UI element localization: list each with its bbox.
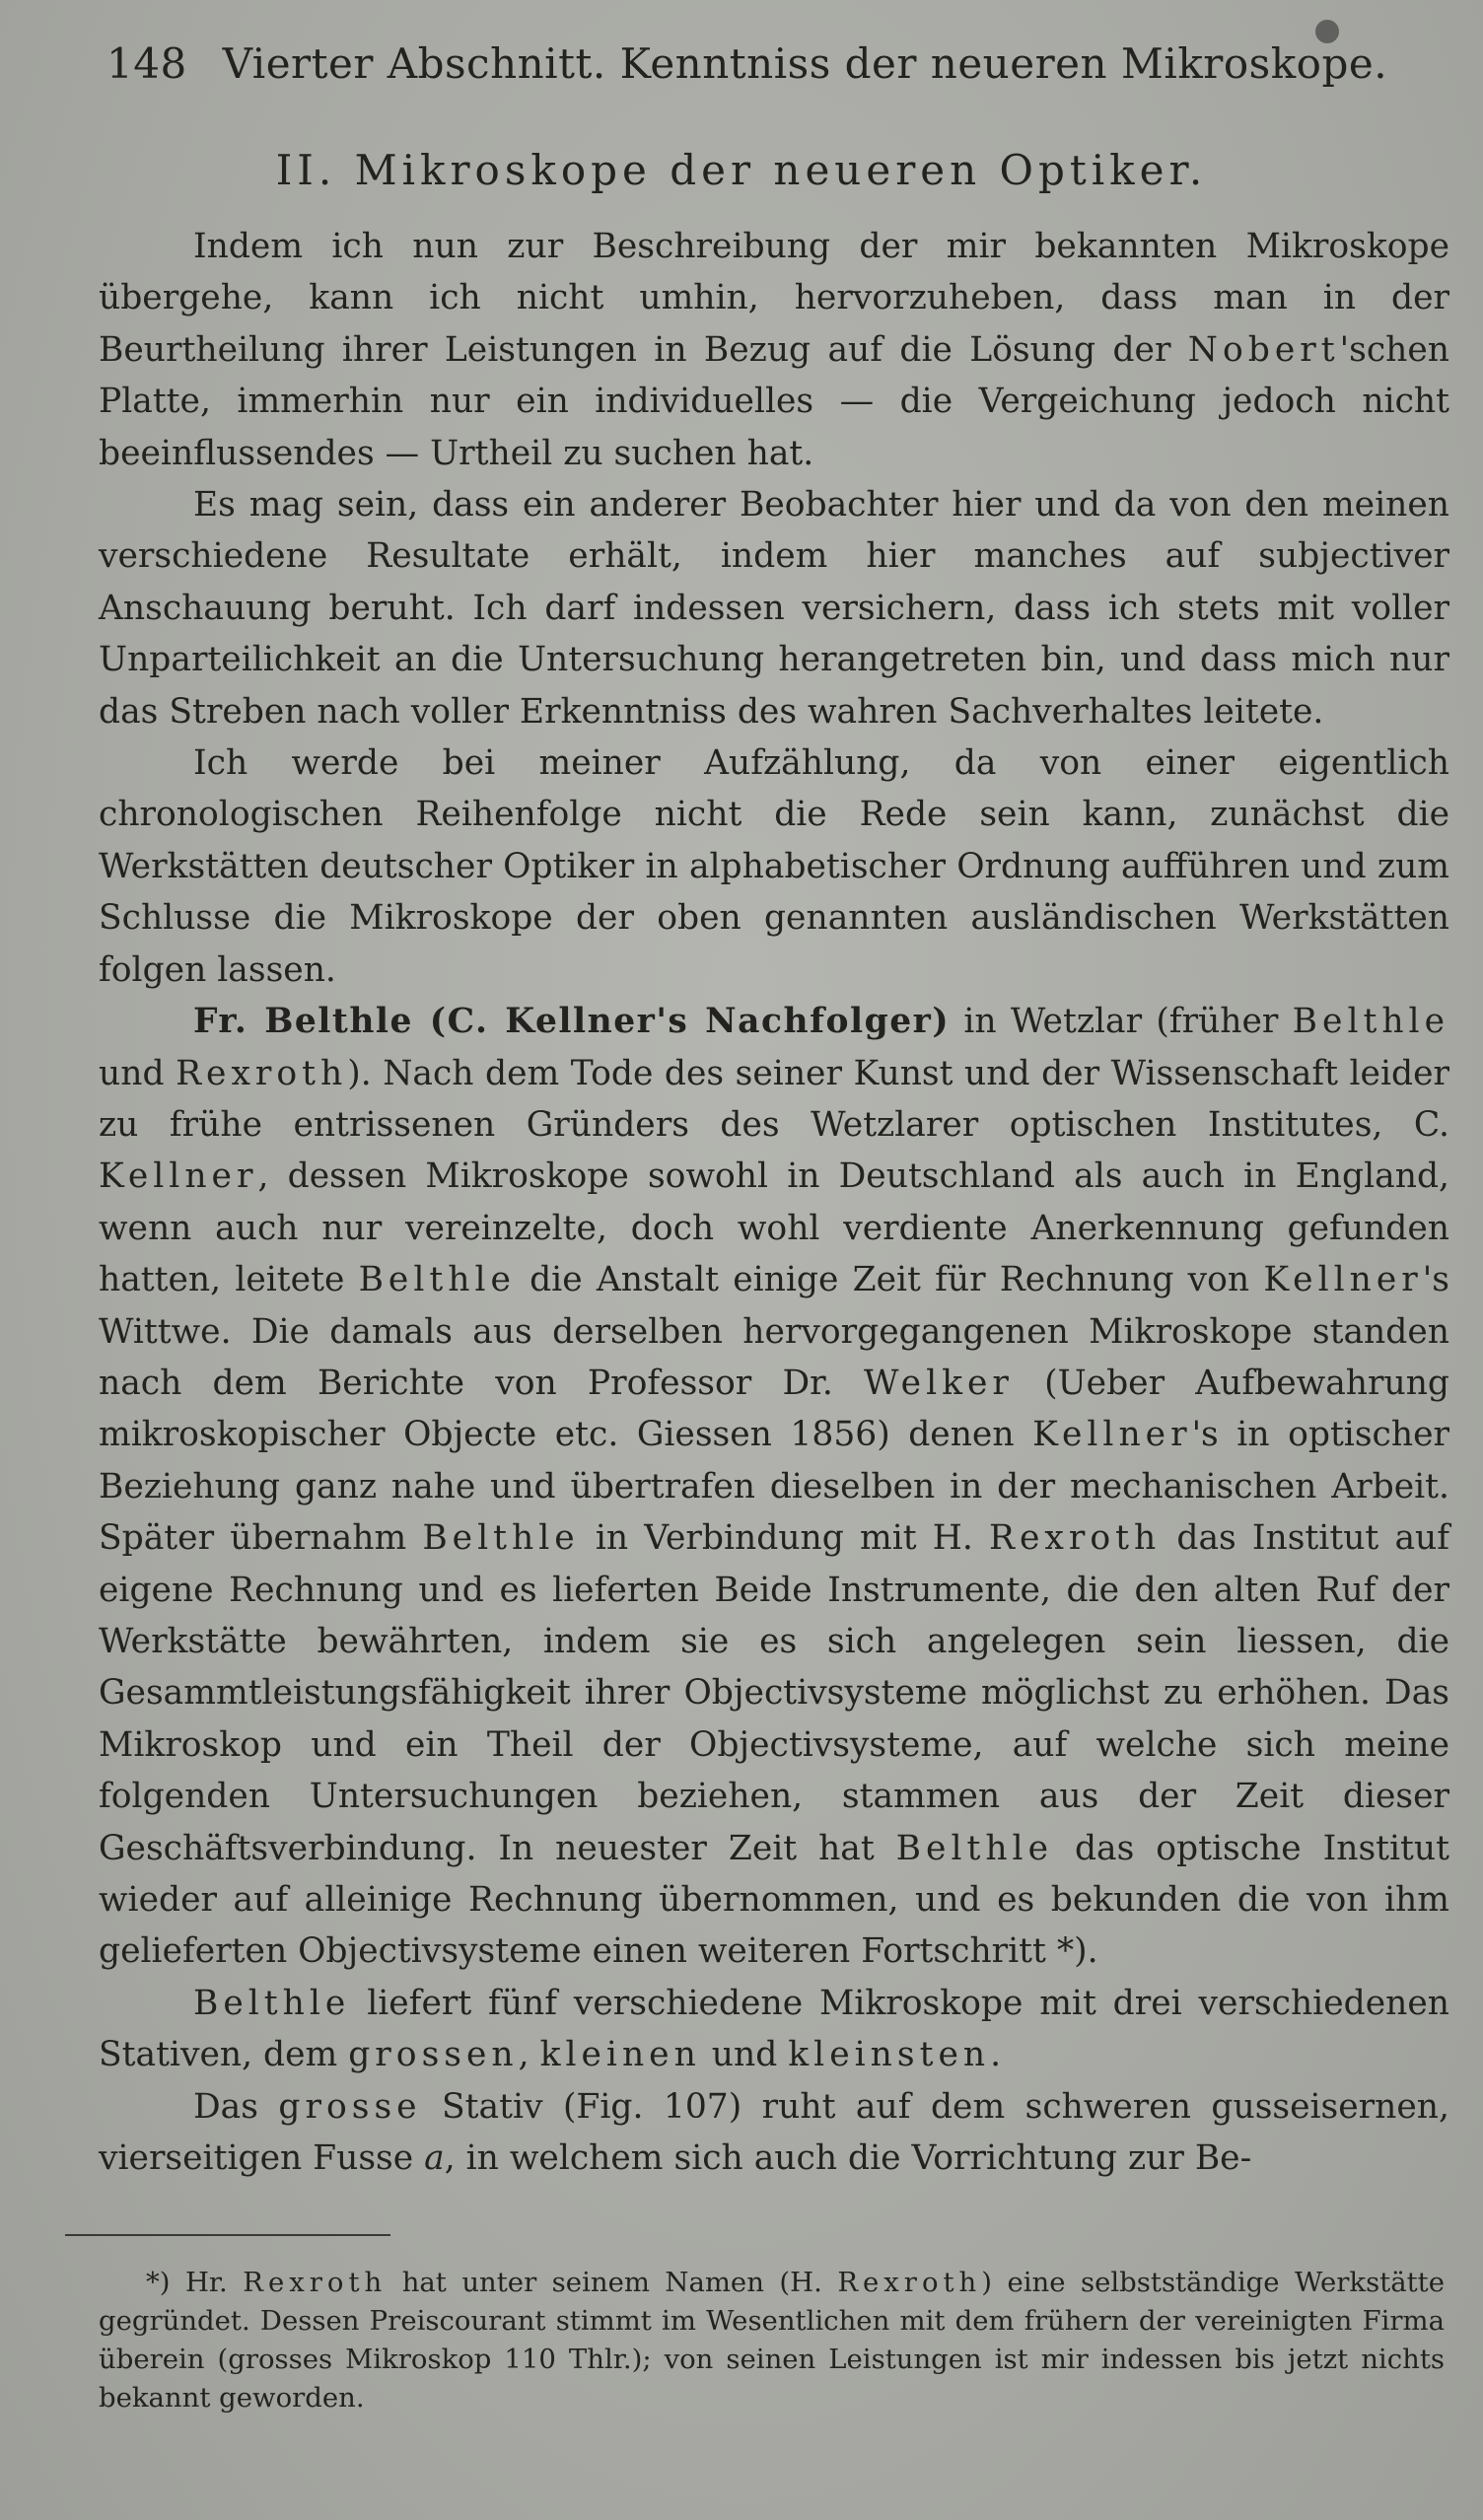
text-run: Das bbox=[193, 2086, 279, 2127]
text-run: ). Nach dem Tode des seiner Kunst und der Wissenschaft leider zu frühe entrissenen Gründers des Wetzlarer optischen Institutes, C. bbox=[99, 1053, 1449, 1145]
text-run: die Anstalt einige Zeit für Rechnung von bbox=[515, 1260, 1264, 1300]
name-nobert: Nobert bbox=[1187, 329, 1340, 370]
text-run: *) Hr. bbox=[146, 2267, 244, 2298]
figure-letter: a bbox=[424, 2138, 445, 2179]
name-rexroth: Rexroth bbox=[176, 1053, 348, 1093]
text-run: und bbox=[99, 1053, 177, 1093]
name-belthle: Belthle bbox=[895, 1828, 1054, 1868]
name-belthle: Belthle bbox=[358, 1260, 516, 1300]
footnote bbox=[99, 2264, 1445, 2417]
text-run: in Wetzlar (früher bbox=[950, 1002, 1293, 1042]
footnote-text bbox=[99, 2264, 1445, 2417]
name-kellner: Kellner bbox=[99, 1156, 258, 1197]
name-rexroth: Rexroth bbox=[837, 2267, 982, 2298]
entry-heading: Fr. Belthle (C. Kellner's Nachfolger) bbox=[193, 1002, 951, 1042]
running-title: Vierter Abschnitt. Kenntniss der neueren Mikroskope. bbox=[222, 39, 1388, 88]
text-run: . bbox=[990, 2035, 1002, 2075]
paragraph-3: Ich werde bei meiner Aufzählung, da von einer eigentlich chronologischen Reihenfolge nicht die Rede sein kann, zunächst die Werkstätten deutscher Optiker in alphabetischer Ordnung aufführen und zum Schlusse die Mikroskope der oben genannten ausländischen Werkstätten folgen lassen. bbox=[99, 743, 1449, 990]
section-title: II. Mikroskope der neueren Optiker. bbox=[275, 146, 1208, 194]
name-rexroth: Rexroth bbox=[989, 1518, 1162, 1559]
running-header bbox=[106, 39, 1388, 88]
name-belthle: Belthle bbox=[422, 1518, 580, 1559]
text-run: hat unter seinem Namen (H. bbox=[387, 2267, 838, 2298]
text-run: 's Wittwe. Die damals aus derselben hervorgegangenen Mikroskope standen nach dem Berichte von Professor Dr. bbox=[99, 1260, 1449, 1403]
body-text bbox=[99, 221, 1449, 2184]
paragraph-1 bbox=[99, 221, 1449, 479]
term-kleinen: kleinen bbox=[539, 2035, 701, 2075]
term-grossen: grossen bbox=[348, 2035, 519, 2075]
name-rexroth: Rexroth bbox=[243, 2267, 388, 2298]
text-run: 'schen Platte, immerhin nur ein individuelles — die Vergeichung jedoch nicht beeinflussendes — Urtheil zu suchen hat. bbox=[99, 329, 1449, 473]
text-run: , in welchem sich auch die Vorrichtung zur Be- bbox=[444, 2138, 1252, 2179]
text-run: das Institut auf eigene Rechnung und es lieferten Beide Instrumente, die den alten Ruf der Werkstätte bewährten, indem sie es sich angelegen sein liessen, die Gesammtleistungsfähigkeit ihrer Objectivsysteme möglichst zu erhöhen. Das Mikroskop und ein Theil der Objectivsysteme, auf welche sich meine folgenden Untersuchungen beziehen, stammen aus der Zeit dieser Geschäftsverbindung. In neuester Zeit hat bbox=[99, 1518, 1449, 1868]
text-run: (Ueber Aufbewahrung mikroskopischer Objecte etc. Giessen 1856) denen bbox=[99, 1363, 1450, 1455]
text-run: liefert fünf verschiedene Mikroskope mit drei verschiedenen Stativen, dem bbox=[99, 1983, 1449, 2075]
name-belthle: Belthle bbox=[193, 1983, 351, 2023]
paragraph-5 bbox=[99, 1978, 1449, 2081]
paragraph-2: Es mag sein, dass ein anderer Beobachter hier und da von den meinen verschiedene Resultate erhält, indem hier manches auf subjectiver Anschauung beruht. Ich darf indessen versichern, dass ich stets mit voller Unparteilichkeit an die Untersuchung herangetreten bin, und dass mich nur das Streben nach voller Erkenntniss des wahren Sachverhaltes leitete. bbox=[99, 485, 1449, 732]
name-welker: Welker bbox=[864, 1363, 1014, 1403]
text-run: Indem ich nun zur Beschreibung der mir bekannten Mikroskope übergehe, kann ich nicht umhin, hervorzuheben, dass man in der Beurtheilung ihrer Leistungen in Bezug auf die Lösung der bbox=[99, 227, 1449, 370]
text-run: ) eine selbstständige Werkstätte gegründet. Dessen Preiscourant stimmt im Wesentlichen mit dem frühern der vereinigten Firma überein (grosses Mikroskop 110 Thlr.); von seinen Leistungen ist mir indessen bis jetzt nichts bekannt geworden. bbox=[99, 2267, 1446, 2414]
paragraph-4 bbox=[99, 996, 1449, 1978]
text-run: das optische Institut wieder auf alleinige Rechnung übernommen, und es bekunden die von ihm gelieferten Objectivsysteme einen weiteren Fortschritt *). bbox=[99, 1828, 1450, 1972]
text-run: Stativ (Fig. 107) ruht auf dem schweren gusseisernen, vierseitigen Fusse bbox=[99, 2086, 1449, 2179]
text-run: in Verbindung mit H. bbox=[579, 1518, 989, 1559]
name-kellner: Kellner bbox=[1263, 1260, 1423, 1300]
name-belthle: Belthle bbox=[1292, 1002, 1450, 1042]
name-kellner: Kellner bbox=[1032, 1415, 1192, 1455]
text-run: , bbox=[518, 2035, 540, 2075]
term-kleinsten: kleinsten bbox=[788, 2035, 991, 2075]
text-run: 's in optischer Beziehung ganz nahe und übertrafen dieselben in der mechanischen Arbeit. Später übernahm bbox=[99, 1415, 1449, 1559]
text-run: , dessen Mikroskope sowohl in Deutschland als auch in England, wenn auch nur vereinzelte, doch wohl verdiente Anerkennung gefunden hatten, leitete bbox=[99, 1156, 1449, 1300]
paragraph-6 bbox=[99, 2081, 1449, 2185]
text-run: und bbox=[700, 2035, 789, 2075]
page-number: 148 bbox=[106, 39, 187, 88]
term-grosse: grosse bbox=[278, 2086, 422, 2127]
footnote-rule bbox=[65, 2234, 390, 2236]
